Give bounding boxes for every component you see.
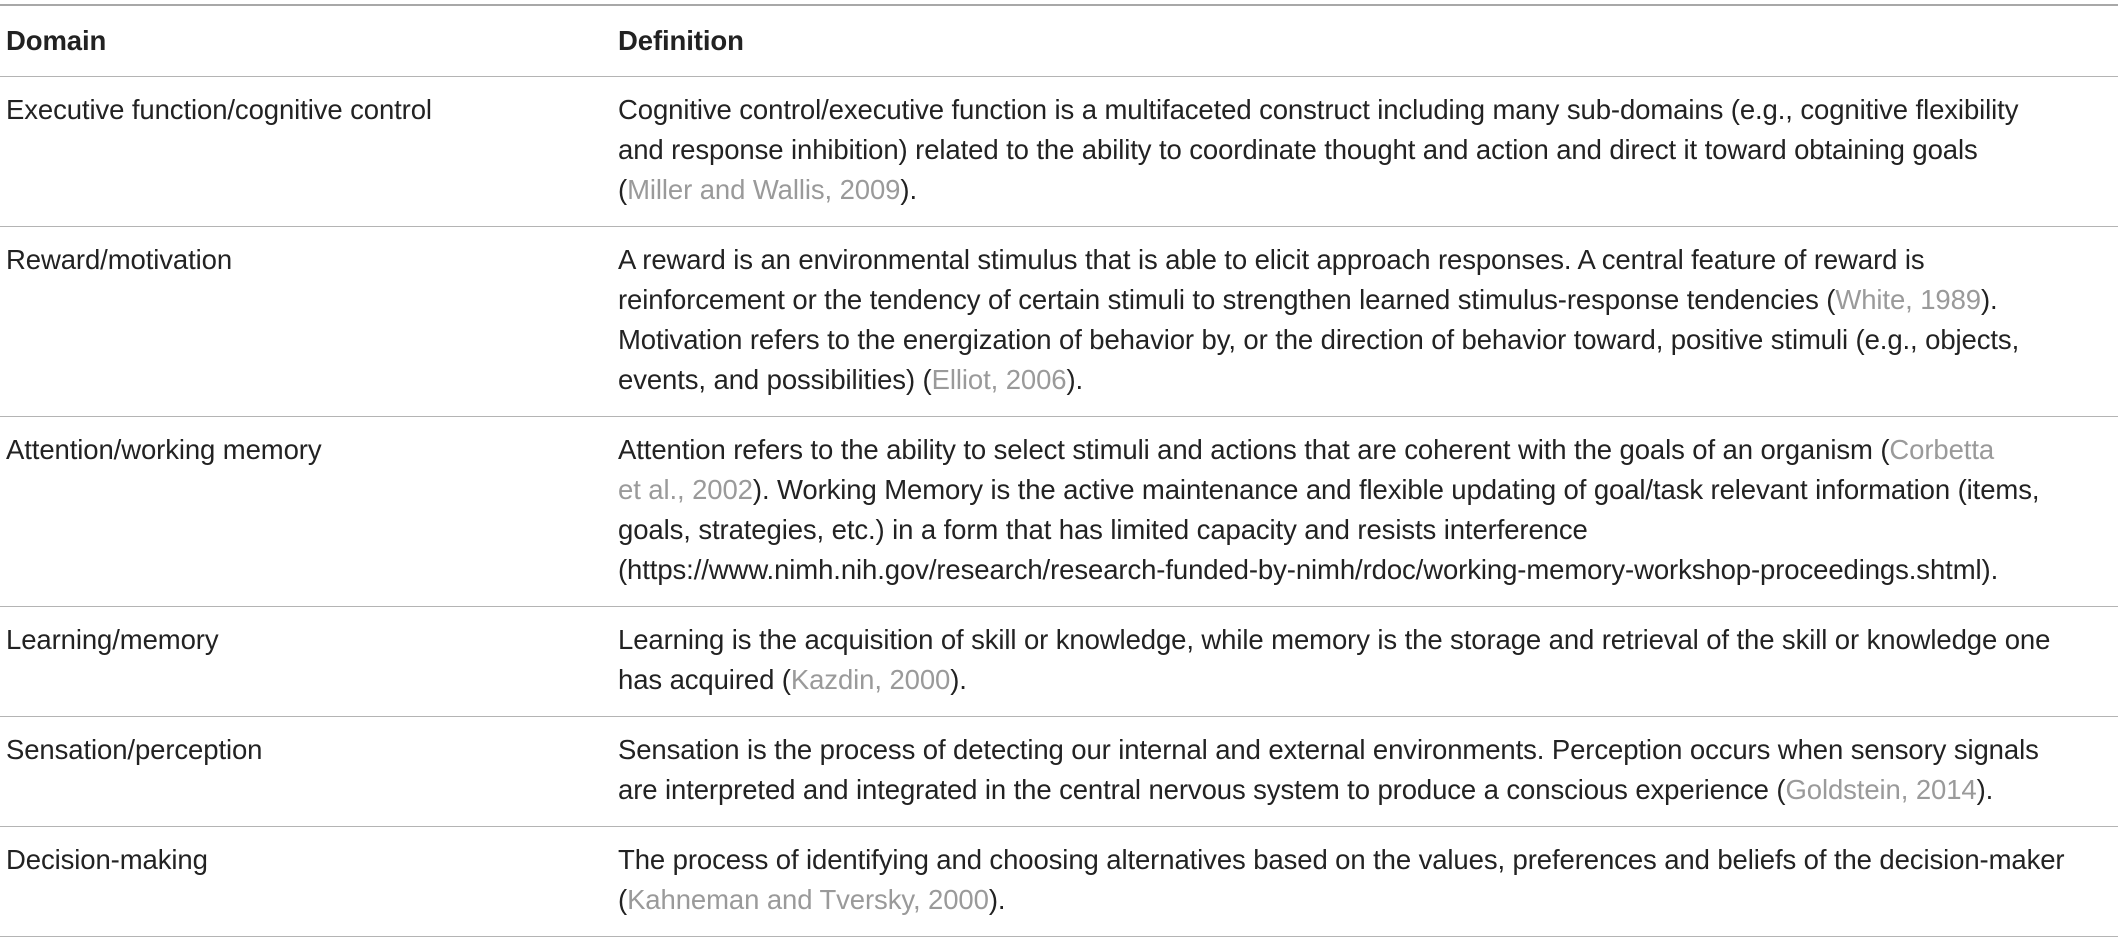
citation-link[interactable]: Goldstein, 2014: [1785, 774, 1977, 805]
definition-text: ).: [950, 664, 967, 695]
definition-text: ). Working Memory is the active maintenance and flexible updating of goal/task relevant information (items,: [752, 474, 2040, 505]
definition-text: ).: [1981, 284, 1998, 315]
row-rule: [0, 936, 2118, 937]
row-rule: [0, 416, 2118, 417]
header-rule: [0, 76, 2118, 77]
definition-line: [618, 470, 2118, 510]
definition-text: ).: [988, 884, 1006, 915]
citation-link[interactable]: et al., 2002: [618, 474, 753, 505]
definition-line: [618, 130, 2118, 170]
row-definition: [618, 620, 2118, 700]
definition-text: events, and possibilities) (: [618, 364, 932, 395]
definition-line: [618, 170, 2118, 210]
citation-link[interactable]: Corbetta: [1889, 434, 1995, 465]
definition-line: [618, 320, 2118, 360]
definition-line: [618, 240, 2118, 280]
header-domain: Domain: [6, 25, 107, 56]
definition-text: Learning is the acquisition of skill or knowledge, while memory is the storage and retrieval of the skill or knowledge one: [618, 624, 2051, 655]
definition-line: [618, 620, 2118, 660]
definition-line: [618, 550, 2118, 590]
definition-text: ).: [1976, 774, 1994, 805]
definition-line: [618, 510, 2118, 550]
definition-text: goals, strategies, etc.) in a form that has limited capacity and resists interference: [618, 514, 1588, 545]
row-definition: [618, 90, 2118, 210]
definition-text: reinforcement or the tendency of certain stimuli to strengthen learned stimulus-response tendencies (: [618, 284, 1836, 315]
row-domain: Sensation/perception: [6, 734, 263, 765]
definition-line: [618, 90, 2118, 130]
definition-text: A reward is an environmental stimulus that is able to elicit approach responses. A central feature of reward is: [618, 244, 1925, 275]
definition-line: [618, 880, 2118, 920]
row-rule: [0, 826, 2118, 827]
row-domain: Learning/memory: [6, 624, 219, 655]
definition-text: ).: [900, 174, 917, 205]
definition-text: ).: [1066, 364, 1084, 395]
definition-text: and response inhibition) related to the ability to coordinate thought and action and direct it toward obtaining goals: [618, 134, 1978, 165]
definition-line: [618, 730, 2118, 770]
row-definition: [618, 430, 2118, 590]
row-definition: [618, 730, 2118, 810]
citation-link[interactable]: Kahneman and Tversky, 2000: [627, 884, 989, 915]
row-domain: Reward/motivation: [6, 244, 233, 275]
row-definition: [618, 840, 2118, 920]
definition-line: [618, 430, 2118, 470]
citation-link[interactable]: Miller and Wallis, 2009: [627, 174, 901, 205]
definition-text: are interpreted and integrated in the central nervous system to produce a conscious experience (: [618, 774, 1786, 805]
definition-text: has acquired (: [618, 664, 791, 695]
definition-text: The process of identifying and choosing alternatives based on the values, preferences and beliefs of the decision-maker: [618, 844, 2065, 875]
definition-text: Sensation is the process of detecting our internal and external environments. Perception occurs when sensory signals: [618, 734, 2039, 765]
table-top-rule: [0, 4, 2118, 6]
definition-text: Motivation refers to the energization of behavior by, or the direction of behavior toward, positive stimuli (e.g., objects,: [618, 324, 2020, 355]
definition-text: (https://www.nimh.nih.gov/research/research-funded-by-nimh/rdoc/working-memory-workshop-proceedings.shtml).: [618, 554, 1999, 585]
definition-line: [618, 280, 2118, 320]
definition-text: (: [618, 174, 628, 205]
definition-line: [618, 360, 2118, 400]
definition-text: Cognitive control/executive function is a multifaceted construct including many sub-domains (e.g., cognitive flexibility: [618, 94, 2019, 125]
row-rule: [0, 226, 2118, 227]
row-rule: [0, 606, 2118, 607]
header-definition: Definition: [618, 25, 744, 56]
row-domain: Executive function/cognitive control: [6, 94, 432, 125]
citation-link[interactable]: Elliot, 2006: [931, 364, 1067, 395]
row-domain: Decision-making: [6, 844, 208, 875]
definition-text: (: [618, 884, 628, 915]
row-definition: [618, 240, 2118, 400]
definition-text: Attention refers to the ability to select stimuli and actions that are coherent with the goals of an organism (: [618, 434, 1890, 465]
citation-link[interactable]: White, 1989: [1835, 284, 1981, 315]
citation-link[interactable]: Kazdin, 2000: [790, 664, 951, 695]
definition-line: [618, 840, 2118, 880]
definition-line: [618, 660, 2118, 700]
row-rule: [0, 716, 2118, 717]
row-domain: Attention/working memory: [6, 434, 322, 465]
definition-line: [618, 770, 2118, 810]
